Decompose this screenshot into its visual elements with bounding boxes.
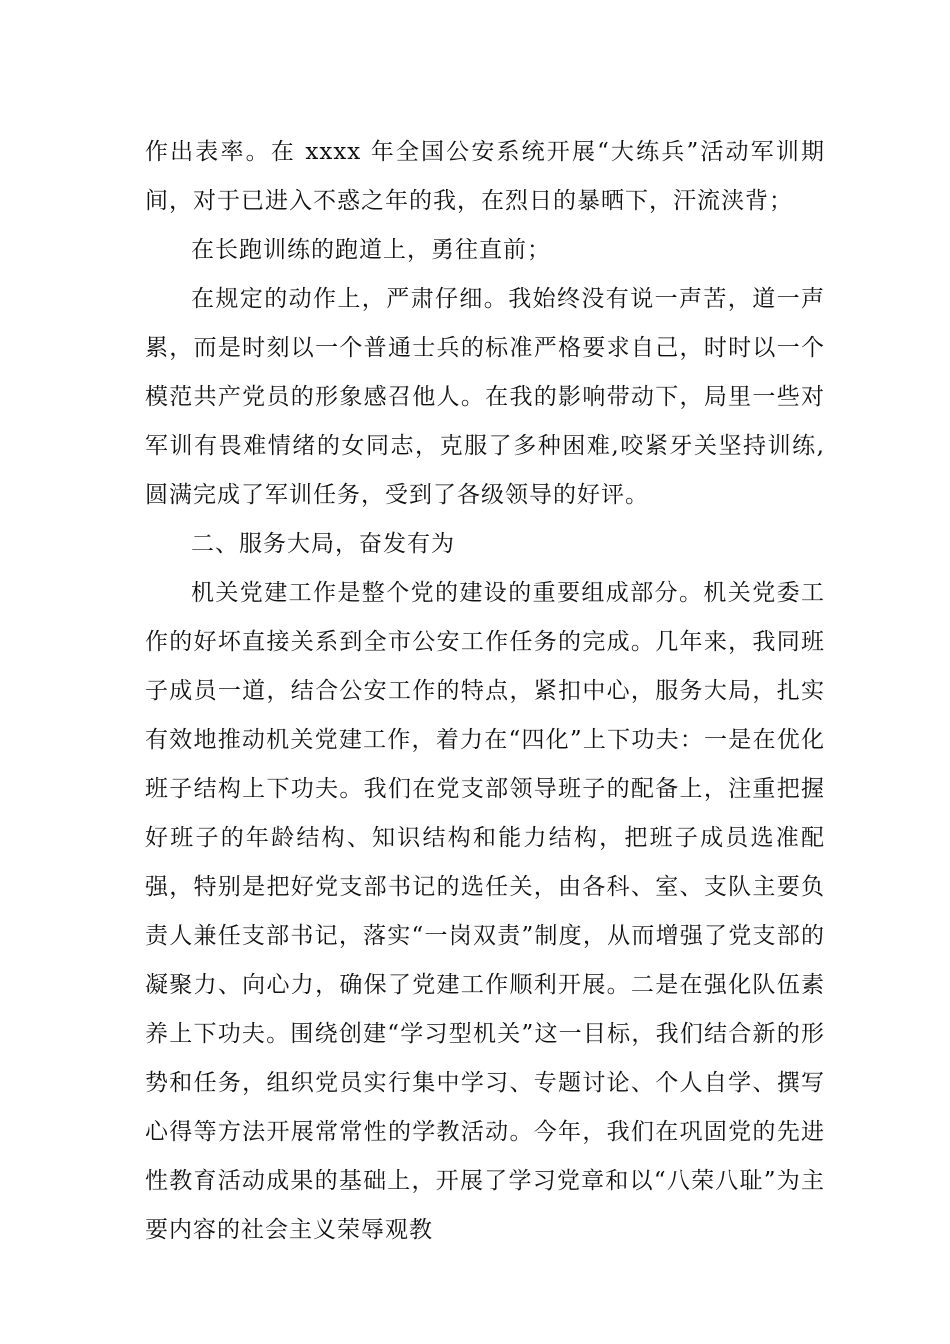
paragraph-running-track: 在长跑训练的跑道上，勇往直前； [191,237,551,263]
section-heading: 二、服务大局，奋发有为 [191,531,455,557]
document-body [145,128,825,1255]
paragraph-military-training: 在规定的动作上，严肃仔细。我始终没有说一声苦，道一声累，而是时刻以一个普通士兵的标准严格要求自己，时时以一个模范共产党员的形象感召他人。在我的影响带动下，局里一些对军训有畏难情绪的女同志，克服了多种困难,咬紧牙关坚持训练,圆满完成了军训任务，受到了各级领导的好评。 [145,286,825,508]
paragraph-continuation: 作出表率。在 xxxx 年全国公安系统开展“大练兵”活动军训期间，对于已进入不惑之年的我，在烈日的暴晒下，汗流浃背； [145,139,825,214]
paragraph-party-building: 机关党建工作是整个党的建设的重要组成部分。机关党委工作的好坏直接关系到全市公安工作任务的完成。几年来，我同班子成员一道，结合公安工作的特点，紧扣中心，服务大局，扎实有效地推动机关党建工作，着力在“四化”上下功夫：一是在优化班子结构上下功夫。我们在党支部领导班子的配备上，注重把握好班子的年龄结构、知识结构和能力结构，把班子成员选准配强，特别是把好党支部书记的选任关，由各科、室、支队主要负责人兼任支部书记，落实“一岗双责”制度，从而增强了党支部的凝聚力、向心力，确保了党建工作顺利开展。二是在强化队伍素养上下功夫。围绕创建“学习型机关”这一目标，我们结合新的形势和任务，组织党员实行集中学习、专题讨论、个人自学、撰写心得等方法开展常常性的学教活动。今年，我们在巩固党的先进性教育活动成果的基础上，开展了学习党章和以“八荣八耻”为主要内容的社会主义荣辱观教 [145,580,825,1243]
